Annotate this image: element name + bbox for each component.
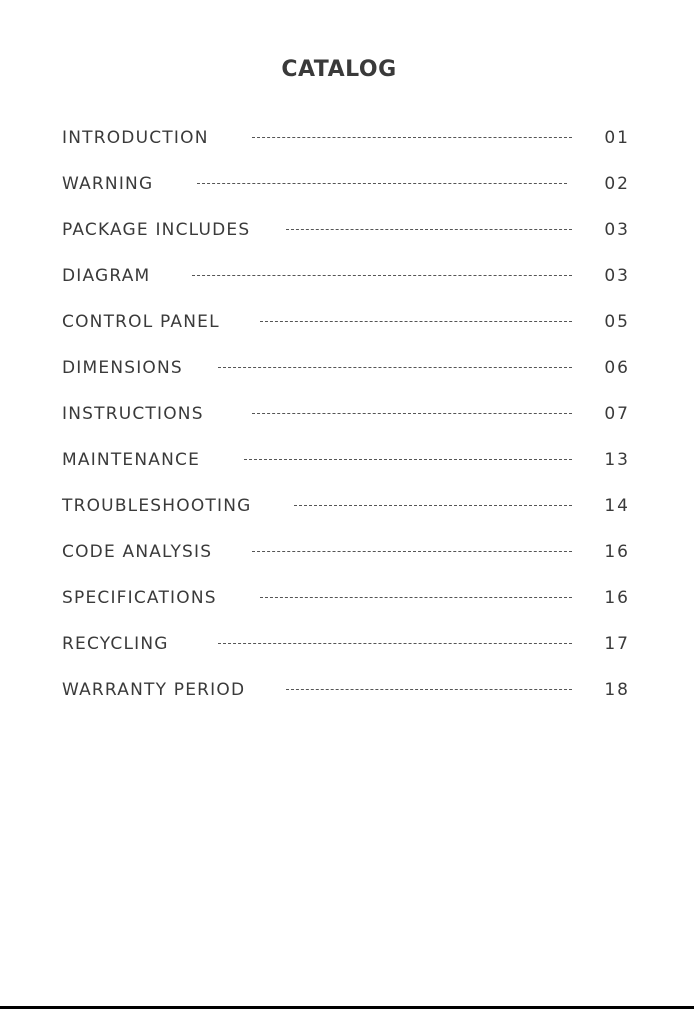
- toc-entry-warning[interactable]: [62, 172, 630, 218]
- toc-entry-page-number: 07: [604, 404, 630, 424]
- toc-entry-recycling[interactable]: [62, 632, 630, 678]
- toc-entry-page-number: 13: [604, 450, 630, 470]
- dotted-leader: [244, 459, 572, 460]
- dotted-leader: [218, 643, 572, 644]
- toc-entry-page-number: 03: [604, 266, 630, 286]
- toc-entry-maintenance[interactable]: [62, 448, 630, 494]
- toc-entry-label: CONTROL PANEL: [62, 312, 220, 332]
- toc-entry-label: CODE ANALYSIS: [62, 542, 213, 562]
- toc-entry-label: INTRODUCTION: [62, 128, 209, 148]
- dotted-leader: [252, 551, 572, 552]
- dotted-leader: [252, 413, 572, 414]
- toc-entry-label: DIMENSIONS: [62, 358, 183, 378]
- dotted-leader: [218, 367, 572, 368]
- dotted-leader: [260, 597, 572, 598]
- page-title: CATALOG: [281, 57, 397, 82]
- toc-entry-dimensions[interactable]: [62, 356, 630, 402]
- toc-entry-diagram[interactable]: [62, 264, 630, 310]
- toc-entry-page-number: 17: [604, 634, 630, 654]
- toc-entry-page-number: 03: [604, 220, 630, 240]
- dotted-leader: [286, 229, 572, 230]
- toc-entry-control-panel[interactable]: [62, 310, 630, 356]
- toc-entry-label: PACKAGE INCLUDES: [62, 220, 251, 240]
- dotted-leader: [197, 183, 567, 184]
- toc-entry-code-analysis[interactable]: [62, 540, 630, 586]
- dotted-leader: [260, 321, 572, 322]
- toc-entry-label: WARRANTY PERIOD: [62, 680, 246, 700]
- toc-entry-troubleshooting[interactable]: [62, 494, 630, 540]
- toc-entry-label: INSTRUCTIONS: [62, 404, 204, 424]
- toc-entry-introduction[interactable]: [62, 126, 630, 172]
- dotted-leader: [286, 689, 572, 690]
- toc-entry-specifications[interactable]: [62, 586, 630, 632]
- dotted-leader: [294, 505, 572, 506]
- toc-entry-label: WARNING: [62, 174, 154, 194]
- toc-entry-label: DIAGRAM: [62, 266, 151, 286]
- toc-entry-warranty-period[interactable]: [62, 678, 630, 724]
- dotted-leader: [192, 275, 572, 276]
- toc-entry-label: RECYCLING: [62, 634, 169, 654]
- toc-entry-instructions[interactable]: [62, 402, 630, 448]
- toc-entry-page-number: 16: [604, 542, 630, 562]
- toc-entry-page-number: 18: [604, 680, 630, 700]
- table-of-contents: [62, 126, 630, 724]
- toc-entry-page-number: 01: [604, 128, 630, 148]
- toc-entry-package-includes[interactable]: [62, 218, 630, 264]
- toc-entry-page-number: 14: [604, 496, 630, 516]
- toc-entry-label: MAINTENANCE: [62, 450, 201, 470]
- toc-entry-page-number: 06: [604, 358, 630, 378]
- dotted-leader: [252, 137, 572, 138]
- toc-entry-page-number: 16: [604, 588, 630, 608]
- toc-entry-page-number: 05: [604, 312, 630, 332]
- toc-entry-label: TROUBLESHOOTING: [62, 496, 252, 516]
- toc-entry-page-number: 02: [604, 174, 630, 194]
- toc-entry-label: SPECIFICATIONS: [62, 588, 217, 608]
